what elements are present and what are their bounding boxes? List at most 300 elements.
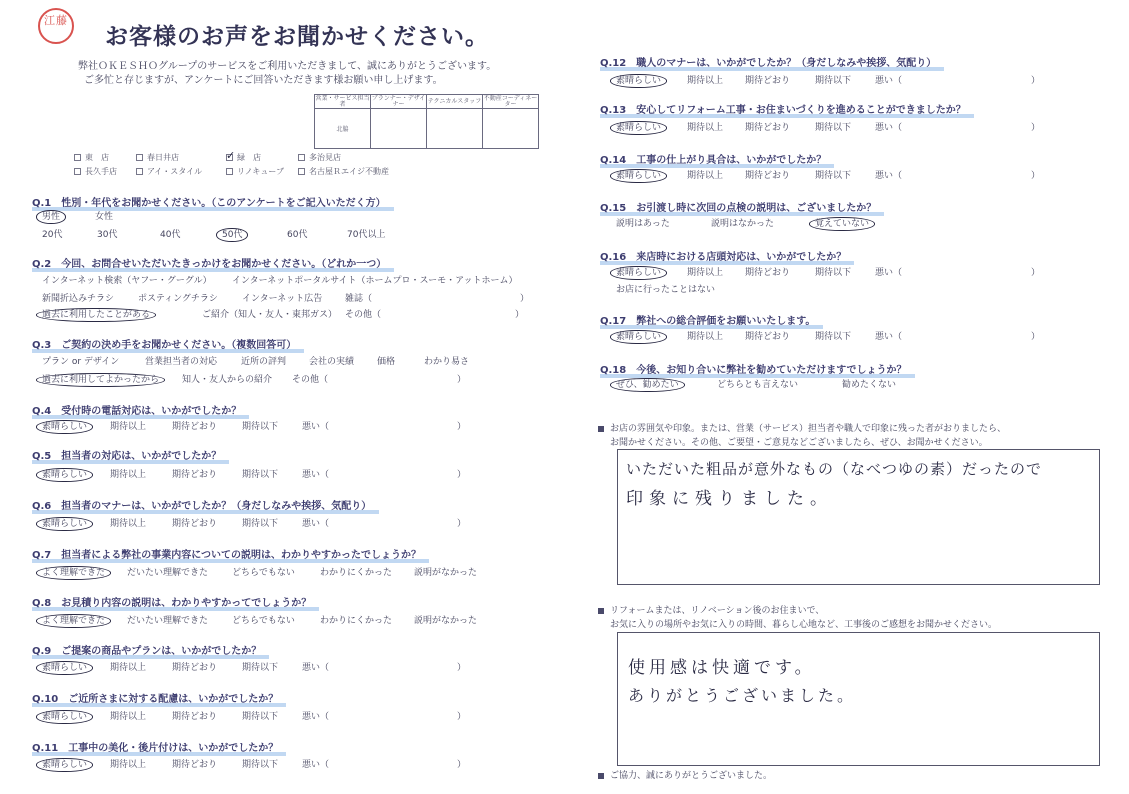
q2-title <box>32 255 386 270</box>
option-label: 男性 <box>36 210 66 224</box>
option-label: 新聞折込みチラシ <box>42 294 115 304</box>
option[interactable] <box>687 168 723 181</box>
option-label: ） <box>515 310 525 320</box>
option-label: 期待以上 <box>687 123 724 133</box>
option[interactable] <box>875 120 902 133</box>
option[interactable] <box>42 354 119 367</box>
store-checkbox[interactable] <box>298 166 418 177</box>
option[interactable] <box>815 73 851 86</box>
option[interactable] <box>242 516 278 529</box>
option[interactable] <box>687 73 723 86</box>
option[interactable] <box>616 282 715 295</box>
option[interactable] <box>242 291 322 304</box>
page-title: お客様のお声をお聞かせください。 <box>105 24 489 50</box>
staff-name-field[interactable] <box>371 109 427 149</box>
option[interactable] <box>875 73 902 86</box>
option-selected[interactable] <box>42 467 93 480</box>
option-label: 悪い（ <box>875 332 903 342</box>
option-label: 素晴らしい <box>36 661 93 675</box>
option-selected[interactable] <box>42 613 111 626</box>
question-label: Q.8 お見積り内容の説明は、わかりやすかってでしょうか？ <box>32 598 312 609</box>
prompt-line: お気に入りの場所やお気に入りの時間、暮らし心地など、工事後のご感想をお聞かせください。 <box>610 620 998 630</box>
option-selected[interactable] <box>42 565 111 578</box>
option-label: 説明がなかった <box>414 568 478 578</box>
option-label: 期待以上 <box>110 422 147 432</box>
option-label: どちらとも言えない <box>717 380 799 390</box>
question-label: Q.6 担当者のマナーは、いかがでしたか？（身だしなみや挨拶、気配り） <box>32 501 372 512</box>
option[interactable] <box>345 291 372 304</box>
q4-title <box>32 402 241 417</box>
prompt-line: お店の雰囲気や印象。または、営業（サービス）担当者や職人で印象に残った者がおりましたら、 <box>610 424 1007 434</box>
option[interactable] <box>377 354 395 367</box>
option[interactable] <box>717 377 798 390</box>
comment1-box[interactable] <box>617 449 1100 585</box>
option-label: 素晴らしい <box>36 468 93 482</box>
option-selected[interactable] <box>616 168 667 181</box>
bracket-close <box>457 516 466 529</box>
bracket-close <box>1031 265 1040 278</box>
option-selected[interactable] <box>815 216 875 229</box>
option[interactable] <box>232 273 517 286</box>
staff-table <box>314 94 539 149</box>
bracket-close <box>1031 329 1040 342</box>
q11-title <box>32 739 278 754</box>
option[interactable] <box>242 419 278 432</box>
option[interactable] <box>815 168 851 181</box>
q14-title <box>600 151 826 166</box>
question-label: Q.17 弊社への総合評価をお願いいたします。 <box>600 316 816 327</box>
staff-name-field[interactable] <box>427 109 483 149</box>
option-label: プラン or デザイン <box>42 357 120 367</box>
question-label: Q.4 受付時の電話対応は、いかがでしたか？ <box>32 406 242 417</box>
option-selected[interactable] <box>616 73 667 86</box>
option-label: その他（ <box>292 375 329 385</box>
option-label: ） <box>1031 268 1041 278</box>
handwritten-line: 印象に残りました。 <box>626 489 833 509</box>
option-label: 説明はなかった <box>711 219 775 229</box>
q5-title <box>32 447 221 462</box>
option-selected[interactable] <box>616 265 667 278</box>
option-label: わかりにくかった <box>320 568 393 578</box>
footer <box>598 769 772 783</box>
option[interactable] <box>687 120 723 133</box>
question-label: Q.10 ご近所さまに対する配慮は、いかがでしたか？ <box>32 694 279 705</box>
store-label: 名古屋Ｒエイジ不動産 <box>309 167 389 176</box>
option-selected[interactable] <box>42 372 165 385</box>
q16-title <box>600 248 846 263</box>
option-label: 30代 <box>97 230 118 240</box>
option-label: 知人・友人からの紹介 <box>182 375 273 385</box>
option[interactable] <box>242 709 278 722</box>
option[interactable] <box>711 216 774 229</box>
option-label: 期待以下 <box>242 422 279 432</box>
option-label: 期待以下 <box>242 470 279 480</box>
question-label: Q.11 工事中の美化・後片付けは、いかがでしたか？ <box>32 743 279 754</box>
question-label: Q.1 性別・年代をお聞かせください。（このアンケートをご記入いただく方） <box>32 198 386 209</box>
option-label: 40代 <box>160 230 181 240</box>
option-label: 20代 <box>42 230 63 240</box>
option-label: だいたい理解できた <box>127 616 209 626</box>
option-label: 素晴らしい <box>610 266 667 280</box>
option-label: 70代以上 <box>347 230 386 240</box>
option-label: 悪い（ <box>875 171 903 181</box>
question-label: Q.12 職人のマナーは、いかがでしたか？（身だしなみや挨拶、気配り） <box>600 58 937 69</box>
handwritten-line: ありがとうございました。 <box>628 686 857 705</box>
option[interactable] <box>414 613 477 626</box>
option-label: 期待以上 <box>110 712 147 722</box>
q17-title <box>600 312 815 327</box>
option-selected[interactable] <box>616 120 667 133</box>
question-label: Q.2 今回、お問合せいただいたきっかけをお聞かせください。（どれか一つ） <box>32 259 387 270</box>
option-label: 悪い（ <box>875 76 903 86</box>
option-label: どちらでもない <box>232 568 295 578</box>
option-label: 期待どおり <box>172 422 218 432</box>
footer-text: ご協力、誠にありがとうございました。 <box>610 771 773 781</box>
q15-title <box>600 199 876 214</box>
option-label: 素晴らしい <box>36 517 93 531</box>
option[interactable] <box>302 709 329 722</box>
option-label: わかり易さ <box>424 357 470 367</box>
option-label: ） <box>457 663 467 673</box>
option-label: 素晴らしい <box>36 758 93 772</box>
q10-title <box>32 690 278 705</box>
option[interactable] <box>42 273 212 286</box>
store-checklist <box>74 152 418 180</box>
option-selected[interactable] <box>616 377 685 390</box>
option[interactable] <box>242 467 278 480</box>
bracket-close <box>457 660 466 673</box>
store-label: 多治見店 <box>309 153 341 162</box>
option[interactable] <box>302 757 329 770</box>
option-label: 悪い（ <box>302 663 330 673</box>
q6-title <box>32 497 371 512</box>
option[interactable] <box>242 757 278 770</box>
option[interactable] <box>320 565 392 578</box>
option-label: 期待以下 <box>815 268 852 278</box>
prompt-line: お聞かせください。その他、ご要望・ご意見などございましたら、ぜひ、お聞かせください。 <box>610 438 988 448</box>
option-label: わかりにくかった <box>320 616 393 626</box>
q8-title <box>32 594 311 609</box>
staff-header: テクニカルスタッフ <box>427 95 483 109</box>
question-label: Q.16 来店時における店頭対応は、いかがでしたか？ <box>600 252 847 263</box>
option-label: 期待以上 <box>687 332 724 342</box>
option[interactable] <box>745 120 790 133</box>
option-label: 説明はあった <box>616 219 670 229</box>
option[interactable] <box>110 709 146 722</box>
option-label: 悪い（ <box>302 712 330 722</box>
option-label: ポスティングチラシ <box>138 294 218 304</box>
option[interactable] <box>172 467 217 480</box>
option[interactable] <box>172 516 217 529</box>
checkbox-icon[interactable] <box>74 168 81 175</box>
option-label: 期待以上 <box>110 470 147 480</box>
comment2-box[interactable] <box>617 632 1100 766</box>
option-label: 期待以下 <box>815 332 852 342</box>
option[interactable] <box>172 419 217 432</box>
option[interactable] <box>172 757 217 770</box>
option[interactable] <box>616 216 670 229</box>
q3-title <box>32 336 296 351</box>
option-label: 素晴らしい <box>36 420 93 434</box>
option[interactable] <box>110 419 146 432</box>
option-label: インターネット広告 <box>242 294 323 304</box>
option-label: 悪い（ <box>875 123 903 133</box>
option-label: 価格 <box>377 357 396 367</box>
option-label: 期待以上 <box>110 519 147 529</box>
option[interactable] <box>320 613 392 626</box>
bracket-close <box>520 291 529 304</box>
intro-line: ご多忙と存じますが、アンケートにご回答いただきます様お願い申し上げます。 <box>84 75 443 86</box>
option[interactable] <box>110 516 146 529</box>
bracket-close <box>1031 168 1040 181</box>
option[interactable] <box>95 209 113 222</box>
bullet-square-icon <box>598 608 604 614</box>
option-label: 素晴らしい <box>610 121 667 135</box>
option-label: 期待以下 <box>242 760 279 770</box>
staff-name-field[interactable]: 北脇 <box>315 109 371 149</box>
option-label: 期待以下 <box>242 663 279 673</box>
option[interactable] <box>424 354 469 367</box>
option-label: 期待どおり <box>172 760 218 770</box>
option-selected[interactable] <box>222 227 248 240</box>
bracket-close <box>457 419 466 432</box>
option-label: 期待どおり <box>172 712 218 722</box>
q1-title <box>32 194 386 209</box>
option-label: よく理解できた <box>36 566 111 580</box>
option[interactable] <box>815 120 851 133</box>
checkbox-icon[interactable] <box>136 168 143 175</box>
option-label: ） <box>457 375 467 385</box>
option[interactable] <box>815 329 851 342</box>
bracket-close <box>1031 73 1040 86</box>
bracket-close <box>457 372 466 385</box>
option[interactable] <box>309 354 354 367</box>
option-label: 素晴らしい <box>610 74 667 88</box>
option-label: 期待以上 <box>687 76 724 86</box>
option-label: 期待以下 <box>815 171 852 181</box>
handwritten-line: 使用感は快適です。 <box>628 658 816 678</box>
store-label: アイ・スタイル <box>147 167 203 176</box>
bracket-close <box>457 709 466 722</box>
store-checkbox[interactable] <box>298 152 418 163</box>
checked-box-icon[interactable] <box>226 154 233 161</box>
q13-title <box>600 101 966 116</box>
store-row <box>74 152 418 163</box>
option[interactable] <box>42 291 114 304</box>
option[interactable] <box>875 329 902 342</box>
staff-header: 営業・サービス担当者 <box>315 94 370 108</box>
staff-name-field[interactable] <box>483 109 539 149</box>
option[interactable] <box>302 516 329 529</box>
option-label: 覚えていない <box>809 217 875 231</box>
option[interactable] <box>127 565 208 578</box>
option[interactable] <box>302 419 329 432</box>
option-label: 勧めたくない <box>842 380 897 390</box>
option[interactable] <box>745 168 790 181</box>
option-label: 説明がなかった <box>414 616 478 626</box>
bracket-close <box>457 467 466 480</box>
option-label: 期待以上 <box>687 268 724 278</box>
option[interactable] <box>202 307 337 320</box>
option-label: どちらでもない <box>232 616 295 626</box>
option[interactable] <box>232 565 295 578</box>
option-label: 過去に利用したことがある <box>36 308 156 322</box>
option[interactable] <box>745 73 790 86</box>
option-label: 素晴らしい <box>610 330 667 344</box>
bullet-square-icon <box>598 773 604 779</box>
option[interactable] <box>302 467 329 480</box>
option-label: 期待どおり <box>745 76 791 86</box>
option-label: 期待以上 <box>110 760 147 770</box>
checkbox-icon[interactable] <box>74 154 81 161</box>
option[interactable] <box>127 613 208 626</box>
q18-title <box>600 361 907 376</box>
option[interactable] <box>110 467 146 480</box>
option-label: 60代 <box>287 230 308 240</box>
option-selected[interactable] <box>616 329 667 342</box>
option-label: ） <box>457 712 467 722</box>
store-checkbox[interactable] <box>74 152 136 163</box>
intro-line: 弊社ＯＫＥＳＨＯグループのサービスをご利用いただきまして、誠にありがとうございます。 <box>78 61 497 72</box>
option-label: ） <box>1031 76 1041 86</box>
option[interactable] <box>687 265 723 278</box>
option-selected[interactable] <box>42 709 93 722</box>
store-checkbox[interactable] <box>136 166 226 177</box>
checkbox-icon[interactable] <box>226 168 233 175</box>
option[interactable] <box>292 372 328 385</box>
option-selected[interactable] <box>42 419 93 432</box>
q9-title <box>32 642 261 657</box>
prompt-line: リフォームまたは、リノベーション後のお住まいで、 <box>610 606 825 616</box>
option[interactable] <box>138 291 218 304</box>
option[interactable] <box>875 265 902 278</box>
option-label: 期待以下 <box>815 76 852 86</box>
option-label: インターネットポータルサイト（ホームプロ・スーモ・アットホーム） <box>232 276 518 286</box>
option-label: 期待どおり <box>745 171 791 181</box>
option-label: 素晴らしい <box>610 169 667 183</box>
store-checkbox[interactable] <box>74 166 136 177</box>
store-label: リノキューブ <box>237 167 284 176</box>
option-label: 50代 <box>216 228 248 242</box>
question-label: Q.15 お引渡し時に次回の点検の説明は、ございましたか？ <box>600 203 877 214</box>
option-selected[interactable] <box>42 209 66 222</box>
option[interactable] <box>110 757 146 770</box>
option-label: ） <box>457 760 467 770</box>
option[interactable] <box>182 372 272 385</box>
option-label: 悪い（ <box>302 760 330 770</box>
option-label: 期待どおり <box>745 268 791 278</box>
bullet-square-icon <box>598 426 604 432</box>
option[interactable] <box>160 227 180 240</box>
question-label: Q.9 ご提案の商品やプランは、いかがでしたか？ <box>32 646 262 657</box>
option-label: 過去に利用してよかったから <box>36 373 165 387</box>
option[interactable] <box>745 329 790 342</box>
option-label: ） <box>1031 171 1041 181</box>
option-label: よく理解できた <box>36 614 111 628</box>
option-label: 悪い（ <box>302 470 330 480</box>
option[interactable] <box>687 329 723 342</box>
option[interactable] <box>172 660 217 673</box>
question-label: Q.7 担当者による弊社の事業内容についての説明は、わかりやすかったでしょうか？ <box>32 550 422 561</box>
option-label: ） <box>457 422 467 432</box>
option-label: ） <box>457 470 467 480</box>
checkbox-icon[interactable] <box>298 168 305 175</box>
option-label: 営業担当者の対応 <box>145 357 218 367</box>
option-label: 近所の評判 <box>241 357 287 367</box>
staff-header: プランナー・デザイナー <box>371 94 426 108</box>
option-label: 悪い（ <box>875 268 903 278</box>
option[interactable] <box>241 354 286 367</box>
option-label: ご紹介（知人・友人・東邦ガス） <box>202 310 338 320</box>
option-label: 会社の実績 <box>309 357 355 367</box>
option-label: ） <box>1031 332 1041 342</box>
checkbox-icon[interactable] <box>298 154 305 161</box>
option[interactable] <box>232 613 295 626</box>
q12-title <box>600 54 936 69</box>
option-label: 女性 <box>95 212 114 222</box>
option-selected[interactable] <box>42 660 93 673</box>
option-label: 期待以上 <box>687 171 724 181</box>
store-label: 春日井店 <box>147 153 179 162</box>
option-label: インターネット検索（ヤフー・グーグル） <box>42 276 212 286</box>
question-label: Q.3 ご契約の決め手をお聞かせください。（複数回答可） <box>32 340 297 351</box>
option[interactable] <box>302 660 329 673</box>
option[interactable] <box>875 168 902 181</box>
option-label: 期待以下 <box>242 519 279 529</box>
seal-stamp: 江藤 <box>38 8 74 44</box>
comment1-prompt <box>598 422 1006 450</box>
option[interactable] <box>414 565 477 578</box>
store-checkbox[interactable] <box>226 152 298 163</box>
option-selected[interactable] <box>42 516 93 529</box>
option[interactable] <box>345 307 381 320</box>
store-label: 緑 店 <box>237 153 261 162</box>
option-label: お店に行ったことはない <box>616 285 716 295</box>
option-selected[interactable] <box>42 307 156 320</box>
option[interactable] <box>347 227 385 240</box>
option[interactable] <box>97 227 117 240</box>
option-label: ） <box>457 519 467 529</box>
store-checkbox[interactable] <box>136 152 226 163</box>
option[interactable] <box>842 377 896 390</box>
option[interactable] <box>815 265 851 278</box>
option[interactable] <box>287 227 307 240</box>
option[interactable] <box>745 265 790 278</box>
staff-header: 不動産コーディネーター <box>483 94 538 108</box>
intro-text <box>78 60 496 88</box>
checkbox-icon[interactable] <box>136 154 143 161</box>
option[interactable] <box>42 227 62 240</box>
option-label: 悪い（ <box>302 519 330 529</box>
store-checkbox[interactable] <box>226 166 298 177</box>
option-label: 素晴らしい <box>36 710 93 724</box>
question-label: Q.5 担当者の対応は、いかがでしたか？ <box>32 451 222 462</box>
bracket-close <box>515 307 524 320</box>
option[interactable] <box>145 354 217 367</box>
option-label: ぜひ、勧めたい <box>610 378 685 392</box>
option[interactable] <box>242 660 278 673</box>
option[interactable] <box>172 709 217 722</box>
option-selected[interactable] <box>42 757 93 770</box>
handwritten-line: いただいた粗品が意外なもの（なべつゆの素）だったので <box>626 460 1043 478</box>
option-label: ） <box>1031 123 1041 133</box>
question-label: Q.13 安心してリフォーム工事・お住まいづくりを進めることができましたか？ <box>600 105 966 116</box>
option-label: ） <box>520 294 530 304</box>
store-label: 長久手店 <box>85 167 117 176</box>
option-label: 期待どおり <box>172 470 218 480</box>
store-label: 東 店 <box>85 153 109 162</box>
option[interactable] <box>110 660 146 673</box>
